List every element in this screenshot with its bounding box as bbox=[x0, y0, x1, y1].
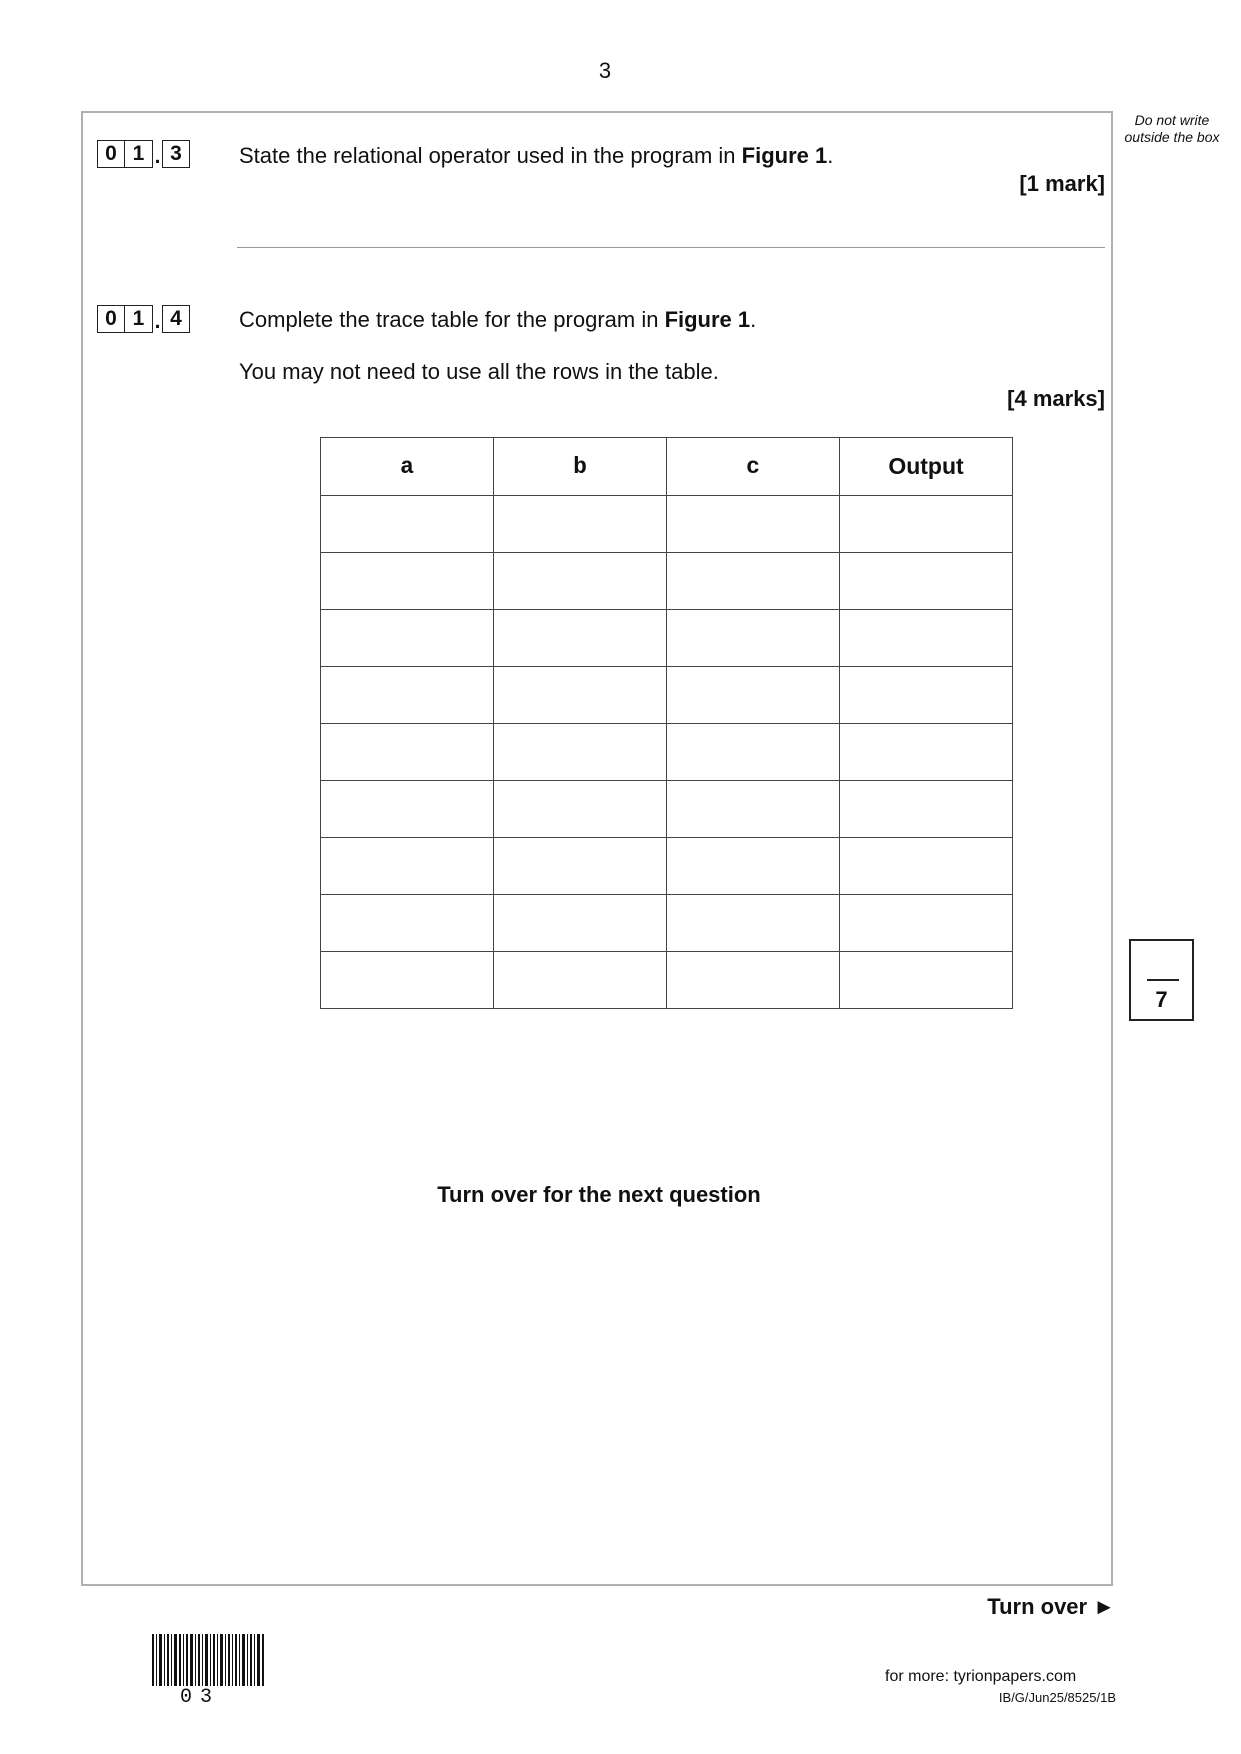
answer-line[interactable] bbox=[237, 247, 1105, 248]
question-digit: 1 bbox=[125, 140, 153, 168]
question-digit: 0 bbox=[97, 140, 125, 168]
question-digit: 3 bbox=[162, 140, 190, 168]
trace-cell-c[interactable] bbox=[667, 610, 840, 667]
trace-cell-output[interactable] bbox=[840, 781, 1013, 838]
trace-table-row bbox=[321, 895, 1013, 952]
trace-cell-a[interactable] bbox=[321, 895, 494, 952]
trace-cell-a[interactable] bbox=[321, 610, 494, 667]
trace-cell-c[interactable] bbox=[667, 667, 840, 724]
trace-cell-a[interactable] bbox=[321, 724, 494, 781]
question-text: State the relational operator used in the program in bbox=[239, 143, 742, 168]
trace-cell-a[interactable] bbox=[321, 667, 494, 724]
trace-cell-b[interactable] bbox=[494, 667, 667, 724]
trace-cell-b[interactable] bbox=[494, 838, 667, 895]
trace-table-header-row bbox=[321, 438, 1013, 496]
trace-cell-b[interactable] bbox=[494, 496, 667, 553]
marks-01-3: [1 mark] bbox=[1019, 171, 1105, 196]
trace-cell-output[interactable] bbox=[840, 553, 1013, 610]
trace-table-row bbox=[321, 610, 1013, 667]
trace-table-row bbox=[321, 724, 1013, 781]
trace-table-body bbox=[321, 496, 1013, 1009]
barcode-number: 03 bbox=[180, 1686, 221, 1709]
figure-ref: Figure 1 bbox=[741, 143, 828, 168]
trace-table-row bbox=[321, 781, 1013, 838]
trace-cell-c[interactable] bbox=[667, 895, 840, 952]
question-text-01-3 bbox=[239, 143, 833, 169]
question-dot: . bbox=[154, 310, 161, 333]
question-text: Complete the trace table for the program in bbox=[239, 307, 665, 332]
trace-cell-b[interactable] bbox=[494, 553, 667, 610]
trace-cell-c[interactable] bbox=[667, 496, 840, 553]
question-digit: 1 bbox=[125, 305, 153, 333]
marks-01-4: [4 marks] bbox=[1007, 386, 1105, 411]
trace-cell-c[interactable] bbox=[667, 952, 840, 1009]
trace-header-c: c bbox=[667, 438, 840, 496]
trace-cell-a[interactable] bbox=[321, 553, 494, 610]
question-dot: . bbox=[154, 145, 161, 168]
trace-cell-a[interactable] bbox=[321, 952, 494, 1009]
question-text-end: . bbox=[750, 307, 757, 332]
barcode bbox=[152, 1634, 264, 1686]
trace-table-row bbox=[321, 952, 1013, 1009]
question-number-01-4 bbox=[97, 305, 190, 333]
trace-table-row bbox=[321, 496, 1013, 553]
trace-table bbox=[320, 437, 1013, 1009]
footer-code: IB/G/Jun25/8525/1B bbox=[998, 1690, 1116, 1705]
trace-cell-c[interactable] bbox=[667, 724, 840, 781]
question-text-01-4 bbox=[239, 307, 756, 333]
trace-table-row bbox=[321, 553, 1013, 610]
trace-cell-b[interactable] bbox=[494, 895, 667, 952]
trace-cell-b[interactable] bbox=[494, 781, 667, 838]
trace-cell-c[interactable] bbox=[667, 781, 840, 838]
trace-header-output: Output bbox=[840, 438, 1013, 496]
trace-cell-a[interactable] bbox=[321, 838, 494, 895]
margin-note: Do not write outside the box bbox=[1124, 112, 1220, 145]
trace-header-a: a bbox=[321, 438, 494, 496]
trace-cell-output[interactable] bbox=[840, 724, 1013, 781]
trace-table-row bbox=[321, 838, 1013, 895]
question-instruction: You may not need to use all the rows in the table. bbox=[239, 359, 719, 384]
trace-cell-c[interactable] bbox=[667, 838, 840, 895]
trace-cell-b[interactable] bbox=[494, 952, 667, 1009]
question-text-end: . bbox=[827, 143, 834, 168]
score-line bbox=[1147, 979, 1179, 981]
turn-over: Turn over ► bbox=[987, 1594, 1115, 1619]
figure-ref: Figure 1 bbox=[664, 307, 751, 332]
trace-cell-a[interactable] bbox=[321, 781, 494, 838]
trace-table-row bbox=[321, 667, 1013, 724]
trace-cell-output[interactable] bbox=[840, 667, 1013, 724]
score-box bbox=[1129, 939, 1194, 1021]
trace-cell-b[interactable] bbox=[494, 610, 667, 667]
score-total: 7 bbox=[1155, 987, 1168, 1012]
trace-header-b: b bbox=[494, 438, 667, 496]
trace-cell-b[interactable] bbox=[494, 724, 667, 781]
trace-cell-a[interactable] bbox=[321, 496, 494, 553]
trace-cell-output[interactable] bbox=[840, 610, 1013, 667]
trace-cell-c[interactable] bbox=[667, 553, 840, 610]
trace-cell-output[interactable] bbox=[840, 895, 1013, 952]
question-digit: 4 bbox=[162, 305, 190, 333]
footer-more-link[interactable]: for more: tyrionpapers.com bbox=[885, 1668, 1077, 1685]
turn-next-note: Turn over for the next question bbox=[437, 1182, 761, 1207]
question-number-01-3 bbox=[97, 140, 190, 168]
question-digit: 0 bbox=[97, 305, 125, 333]
trace-cell-output[interactable] bbox=[840, 838, 1013, 895]
page-number: 3 bbox=[598, 58, 612, 83]
trace-cell-output[interactable] bbox=[840, 952, 1013, 1009]
trace-cell-output[interactable] bbox=[840, 496, 1013, 553]
